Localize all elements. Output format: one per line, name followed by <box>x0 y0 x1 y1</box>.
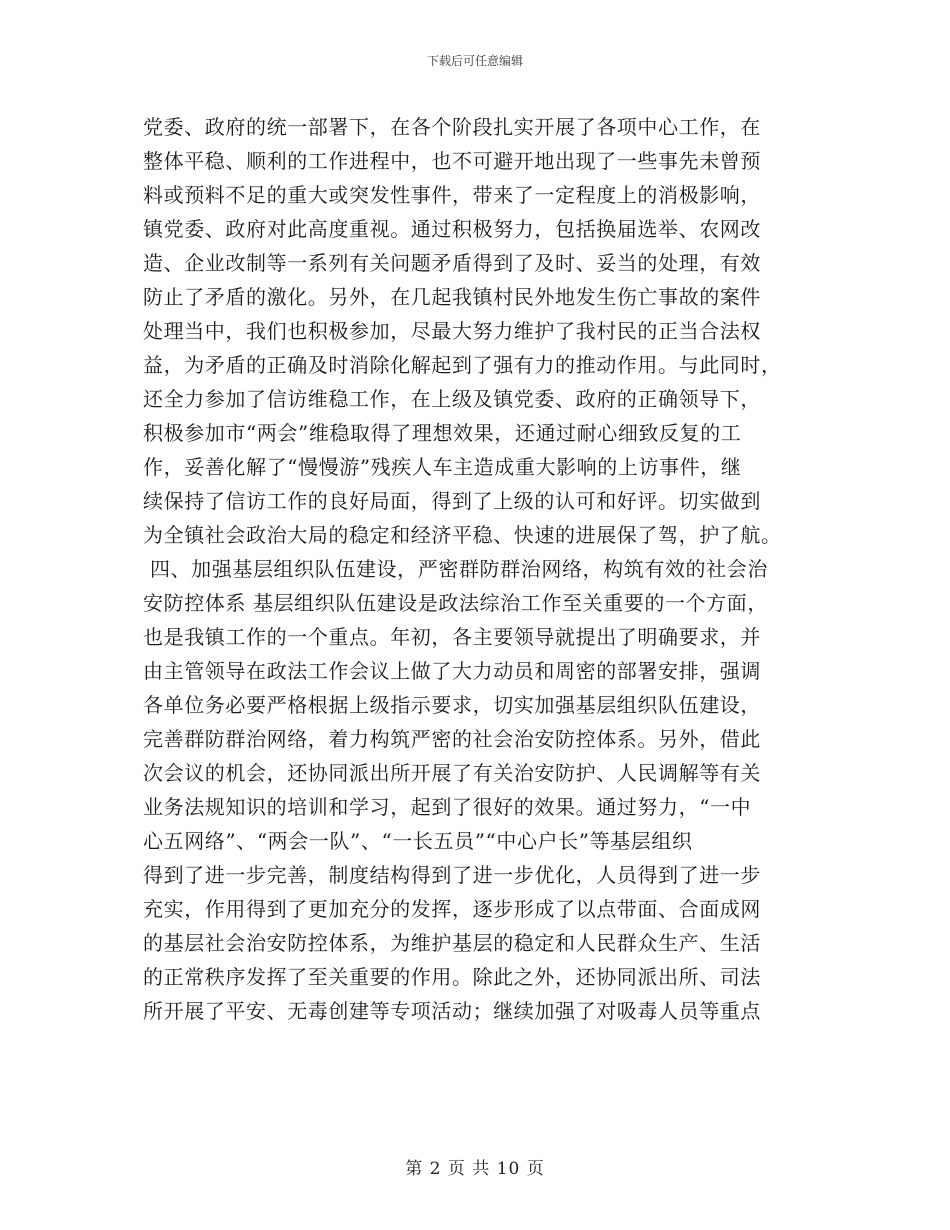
text-line: 料或预料不足的重大或突发性事件，带来了一定程度上的消极影响， <box>143 183 761 207</box>
body-text <box>143 110 803 1028</box>
text-line: 为全镇社会政治大局的稳定和经济平稳、快速的进展保了驾，护了航。 <box>143 523 782 547</box>
text-line: 党委、政府的统一部署下，在各个阶段扎实开展了各项中心工作，在 <box>143 115 761 139</box>
text-line: 业务法规知识的培训和学习，起到了很好的效果。通过努力，“一中 <box>143 795 752 819</box>
text-line: 也是我镇工作的一个重点。年初，各主要领导就提出了明确要求，并 <box>143 625 761 649</box>
text-line: 整体平稳、顺利的工作进程中，也不可避开地出现了一些事先未曾预 <box>143 149 761 173</box>
page-header: 下载后可任意编辑 <box>426 54 523 68</box>
text-line: 完善群防群治网络，着力构筑严密的社会治安防控体系。另外，借此 <box>143 727 761 751</box>
text-line: 的基层社会治安防控体系，为维护基层的稳定和人民群众生产、生活 <box>143 931 761 955</box>
text-line: 积极参加市“两会”维稳取得了理想效果，还通过耐心细致反复的工 <box>143 421 742 445</box>
text-line: 作，妥善化解了“慢慢游”残疾人车主造成重大影响的上访事件，继 <box>143 455 742 479</box>
text-line: 的正常秩序发挥了至关重要的作用。除此之外，还协同派出所、司法 <box>143 965 761 989</box>
text-line: 心五网络”、“两会一队”、“一长五员”“中心户长”等基层组织 <box>143 829 693 853</box>
text-line: 续保持了信访工作的良好局面，得到了上级的认可和好评。切实做到 <box>143 489 761 513</box>
text-line: 益，为矛盾的正确及时消除化解起到了强有力的推动作用。与此同时， <box>143 353 782 377</box>
text-line: 还全力参加了信访维稳工作，在上级及镇党委、政府的正确领导下， <box>143 387 761 411</box>
text-line: 镇党委、政府对此高度重视。通过积极努力，包括换届选举、农网改 <box>143 217 761 241</box>
text-line: 各单位务必要严格根据上级指示要求，切实加强基层组织队伍建设， <box>143 693 761 717</box>
text-line: 次会议的机会，还协同派出所开展了有关治安防护、人民调解等有关 <box>143 761 761 785</box>
text-line: 造、企业改制等一系列有关问题矛盾得到了及时、妥当的处理，有效 <box>143 251 761 275</box>
page-number-footer: 第 2 页 共 10 页 <box>405 1159 545 1179</box>
text-line: 得到了进一步完善，制度结构得到了进一步优化，人员得到了进一步 <box>143 863 761 887</box>
text-line: 由主管领导在政法工作会议上做了大力动员和周密的部署安排，强调 <box>143 659 761 683</box>
text-line: 所开展了平安、无毒创建等专项活动；继续加强了对吸毒人员等重点 <box>143 999 761 1023</box>
section-heading-line: 安防控体系 基层组织队伍建设是政法综治工作至关重要的一个方面， <box>143 591 768 615</box>
text-line: 防止了矛盾的激化。另外，在几起我镇村民外地发生伤亡事故的案件 <box>143 285 761 309</box>
text-line: 处理当中，我们也积极参加，尽最大努力维护了我村民的正当合法权 <box>143 319 761 343</box>
text-line: 充实，作用得到了更加充分的发挥，逐步形成了以点带面、合面成网 <box>143 897 761 921</box>
section-heading-line: 四、加强基层组织队伍建设，严密群防群治网络，构筑有效的社会治 <box>143 557 768 581</box>
